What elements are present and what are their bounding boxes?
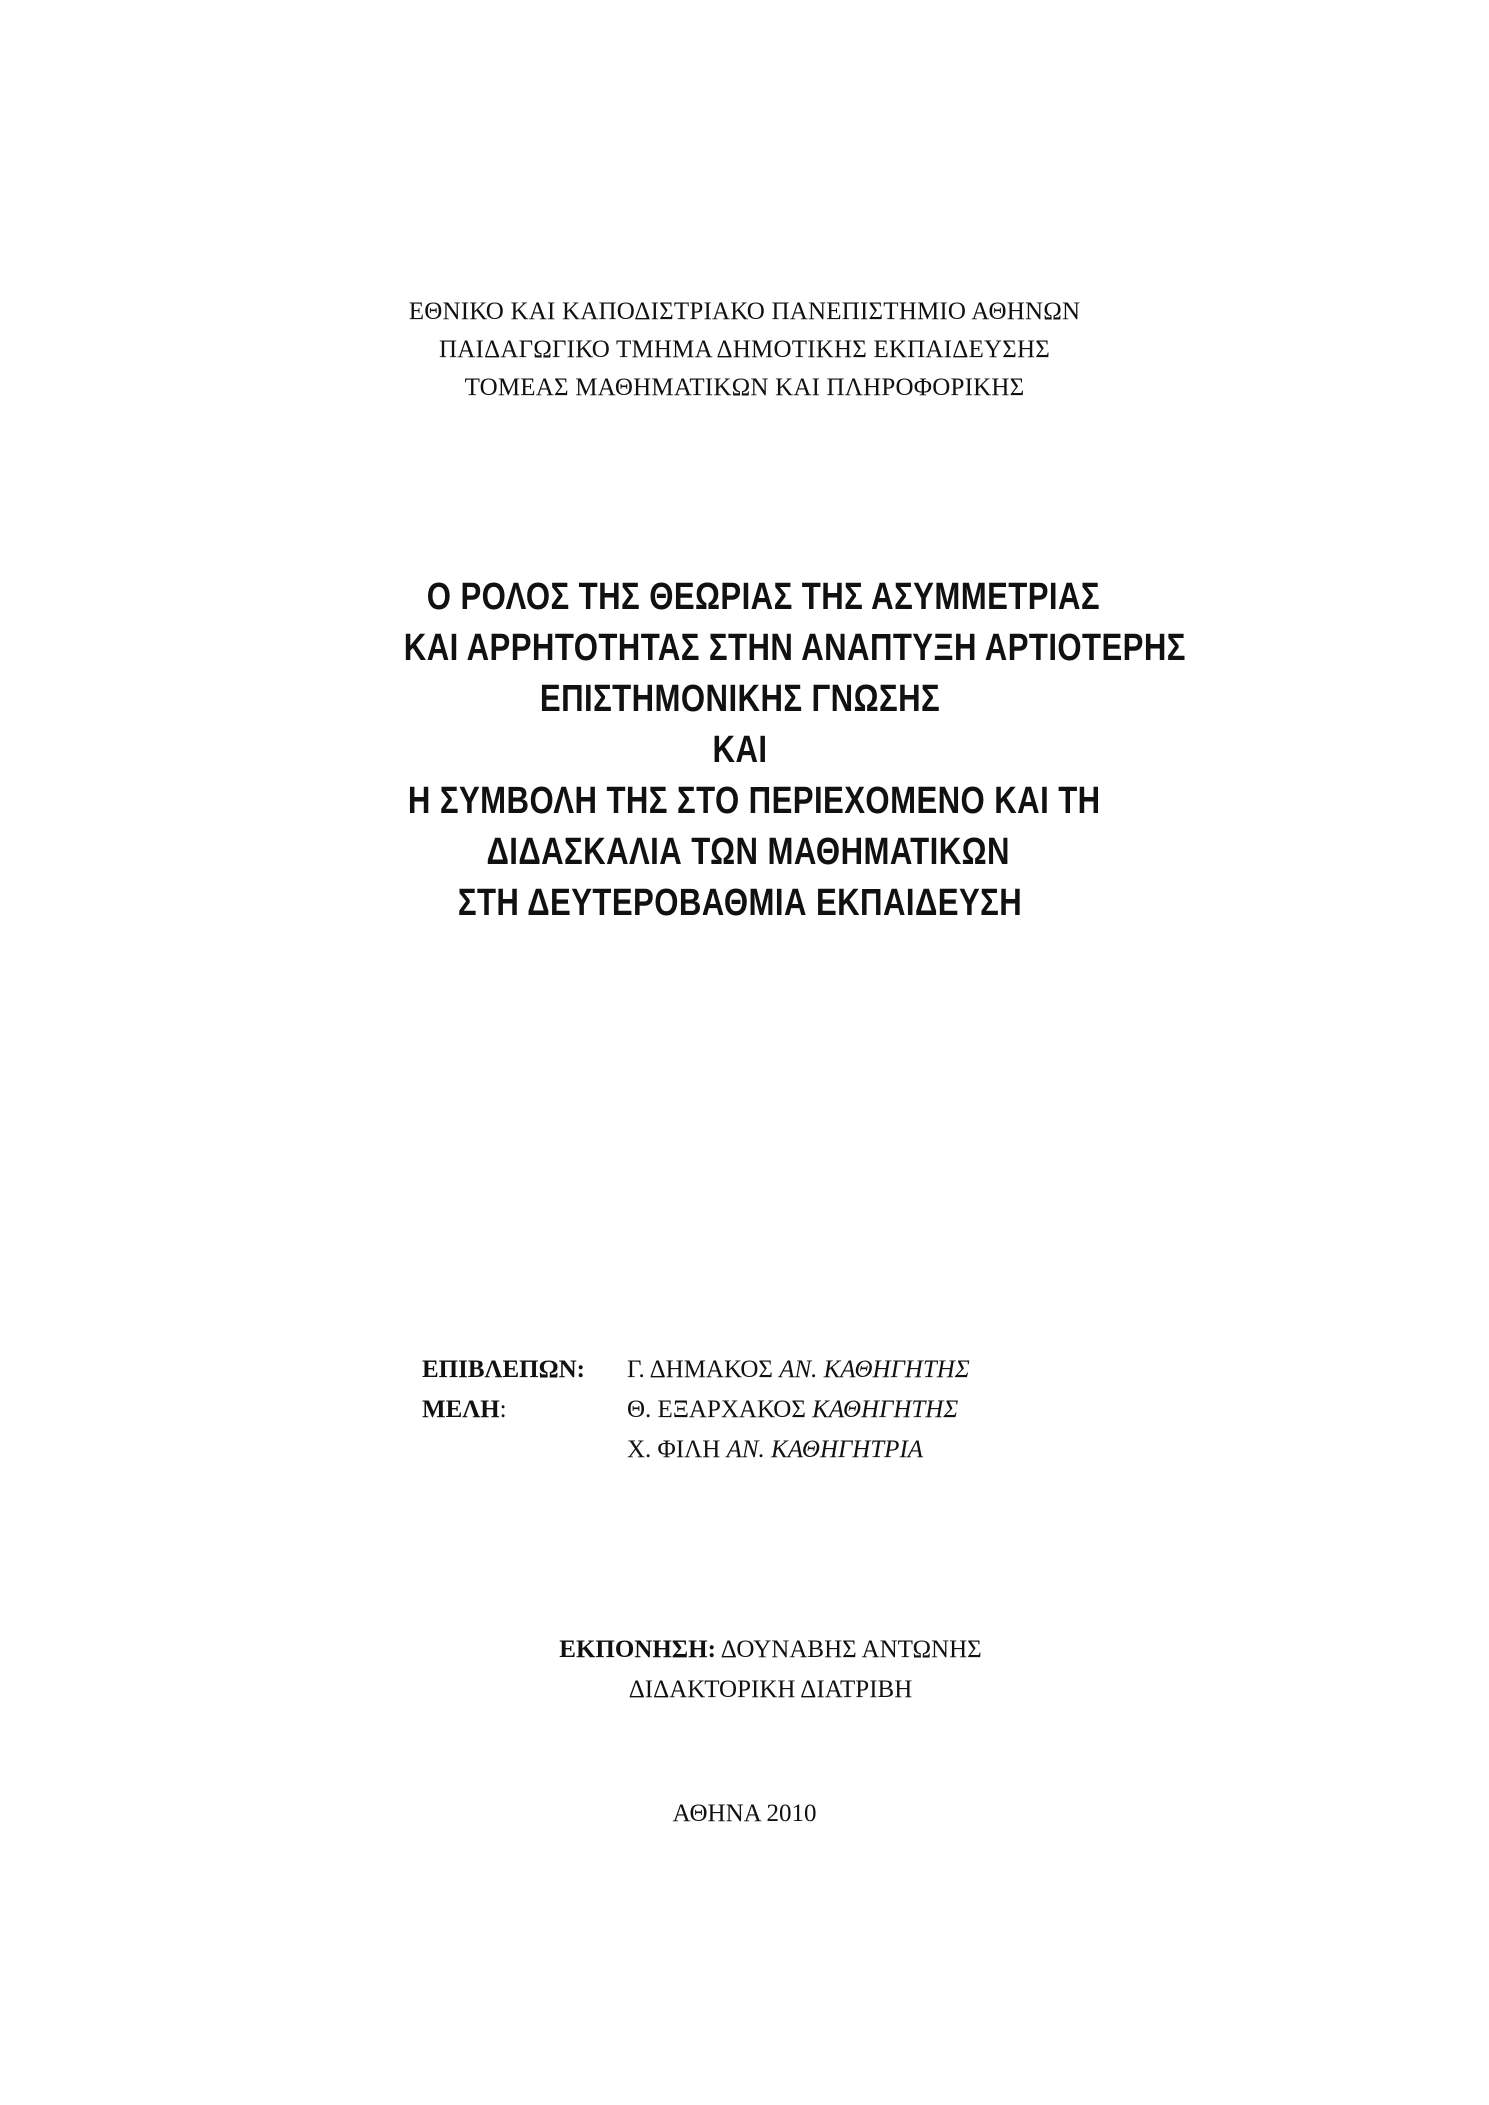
author-name: ΔΟΥΝΑΒΗΣ ΑΝΤΩΝΗΣ	[720, 1636, 982, 1663]
supervisor-rank: ΑΝ. ΚΑΘΗΓΗΤΗΣ	[779, 1356, 970, 1383]
university-name: ΕΘΝΙΚΟ ΚΑΙ ΚΑΠΟΔΙΣΤΡΙΑΚΟ ΠΑΝΕΠΙΣΤΗΜΙΟ ΑΘΗΝΩΝ	[408, 298, 1081, 325]
member-1-name: Θ. ΕΞΑΡΧΑΚΟΣ	[627, 1396, 806, 1423]
members-label: ΜΕΛΗ	[422, 1396, 500, 1423]
members-colon: :	[499, 1396, 507, 1423]
title-line-5: Η ΣΥΜΒΟΛΗ ΤΗΣ ΣΤΟ ΠΕΡΙΕΧΟΜΕΝΟ ΚΑΙ ΤΗ	[407, 780, 1101, 822]
thesis-title	[403, 572, 1186, 929]
institution-header	[0, 293, 1489, 407]
empty-role-cell	[422, 1430, 627, 1470]
member-2-row	[422, 1430, 970, 1470]
title-line-6: ΔΙΔΑΣΚΑΛΙΑ ΤΩΝ ΜΑΘΗΜΑΤΙΚΩΝ	[486, 831, 1010, 873]
committee-block	[422, 1350, 970, 1470]
author-block	[0, 1630, 1489, 1710]
member-1-rank: ΚΑΘΗΓΗΤΗΣ	[812, 1396, 959, 1423]
title-line-7: ΣΤΗ ΔΕΥΤΕΡΟΒΑΘΜΙΑ ΕΚΠΑΙΔΕΥΣΗ	[457, 882, 1023, 924]
title-line-4: ΚΑΙ	[712, 729, 768, 771]
supervisor-name: Γ. ΔΗΜΑΚΟΣ	[627, 1356, 773, 1383]
member-2-rank: ΑΝ. ΚΑΘΗΓΗΤΡΙΑ	[726, 1436, 924, 1463]
title-line-2: ΚΑΙ ΑΡΡΗΤΟΤΗΤΑΣ ΣΤΗΝ ΑΝΑΠΤΥΞΗ ΑΡΤΙΟΤΕΡΗΣ	[403, 627, 1186, 669]
author-label: ΕΚΠΟΝΗΣΗ:	[559, 1636, 716, 1663]
document-type: ΔΙΔΑΚΤΟΡΙΚΗ ΔΙΑΤΡΙΒΗ	[628, 1676, 913, 1703]
supervisor-row	[422, 1350, 970, 1390]
author-row	[26, 1630, 1489, 1670]
division-name: ΤΟΜΕΑΣ ΜΑΘΗΜΑΤΙΚΩΝ ΚΑΙ ΠΛΗΡΟΦΟΡΙΚΗΣ	[464, 374, 1025, 401]
supervisor-label: ΕΠΙΒΛΕΠΩΝ:	[422, 1356, 585, 1383]
members-row	[422, 1390, 970, 1430]
title-line-3: ΕΠΙΣΤΗΜΟΝΙΚΗΣ ΓΝΩΣΗΣ	[539, 678, 941, 720]
department-name: ΠΑΙΔΑΓΩΓΙΚΟ ΤΜΗΜΑ ΔΗΜΟΤΙΚΗΣ ΕΚΠΑΙΔΕΥΣΗΣ	[439, 336, 1050, 363]
members-label-wrap	[422, 1390, 627, 1430]
member-2-name: Χ. ΦΙΛΗ	[627, 1436, 721, 1463]
place-date: ΑΘΗΝΑ 2010	[672, 1800, 817, 1827]
title-line-1: Ο ΡΟΛΟΣ ΤΗΣ ΘΕΩΡΙΑΣ ΤΗΣ ΑΣΥΜΜΕΤΡΙΑΣ	[426, 576, 1101, 618]
